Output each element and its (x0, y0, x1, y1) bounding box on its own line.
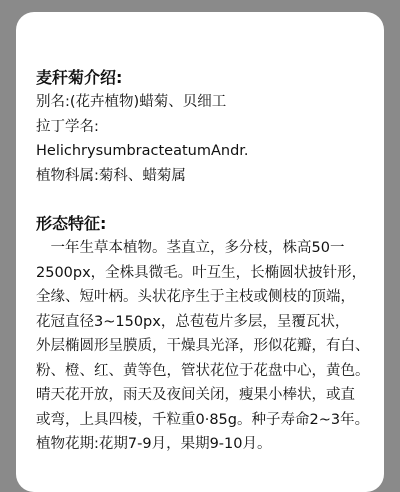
latin-name: HelichrysumbracteatumAndr. (36, 143, 249, 159)
section-gap (36, 188, 384, 212)
morphology-line: 一年生草本植物。茎直立，多分枝，株高50一 (36, 240, 345, 256)
morphology-line: 晴天花开放，雨天及夜间关闭，瘦果小棒状，或直 (36, 387, 355, 403)
morphology-heading: 形态特征: (36, 214, 107, 233)
family-text: 植物科属:菊科、蜡菊属 (36, 167, 186, 184)
morphology-line: 2500px，全株具微毛。叶互生，长椭圆状披针形， (36, 264, 367, 281)
flowering-period: 植物花期:花期7-9月，果期9-10月。 (36, 436, 272, 452)
content-card (16, 12, 384, 492)
morphology-line: 花冠直径3~150px，总苞苞片多层，呈覆瓦状， (36, 313, 350, 330)
morphology-line: 全缘、短叶柄。头状花序生于主枝或侧枝的顶端， (36, 289, 355, 305)
morphology-line: 或弯，上具四棱，千粒重0·85g。种子寿命2~3年。 (36, 411, 370, 428)
morphology-line: 外层椭圆形呈膜质，干燥具光泽，形似花瓣，有白、 (36, 338, 370, 354)
morphology-line: 粉、橙、红、黄等色，管状花位于花盘中心，黄色。 (36, 362, 370, 379)
morphology-paragraph (36, 236, 384, 457)
intro-heading: 麦秆菊介绍: (36, 68, 123, 87)
alias-text: 别名:(花卉植物)蜡菊、贝细工 (36, 94, 227, 110)
latin-label: 拉丁学名: (36, 118, 99, 135)
